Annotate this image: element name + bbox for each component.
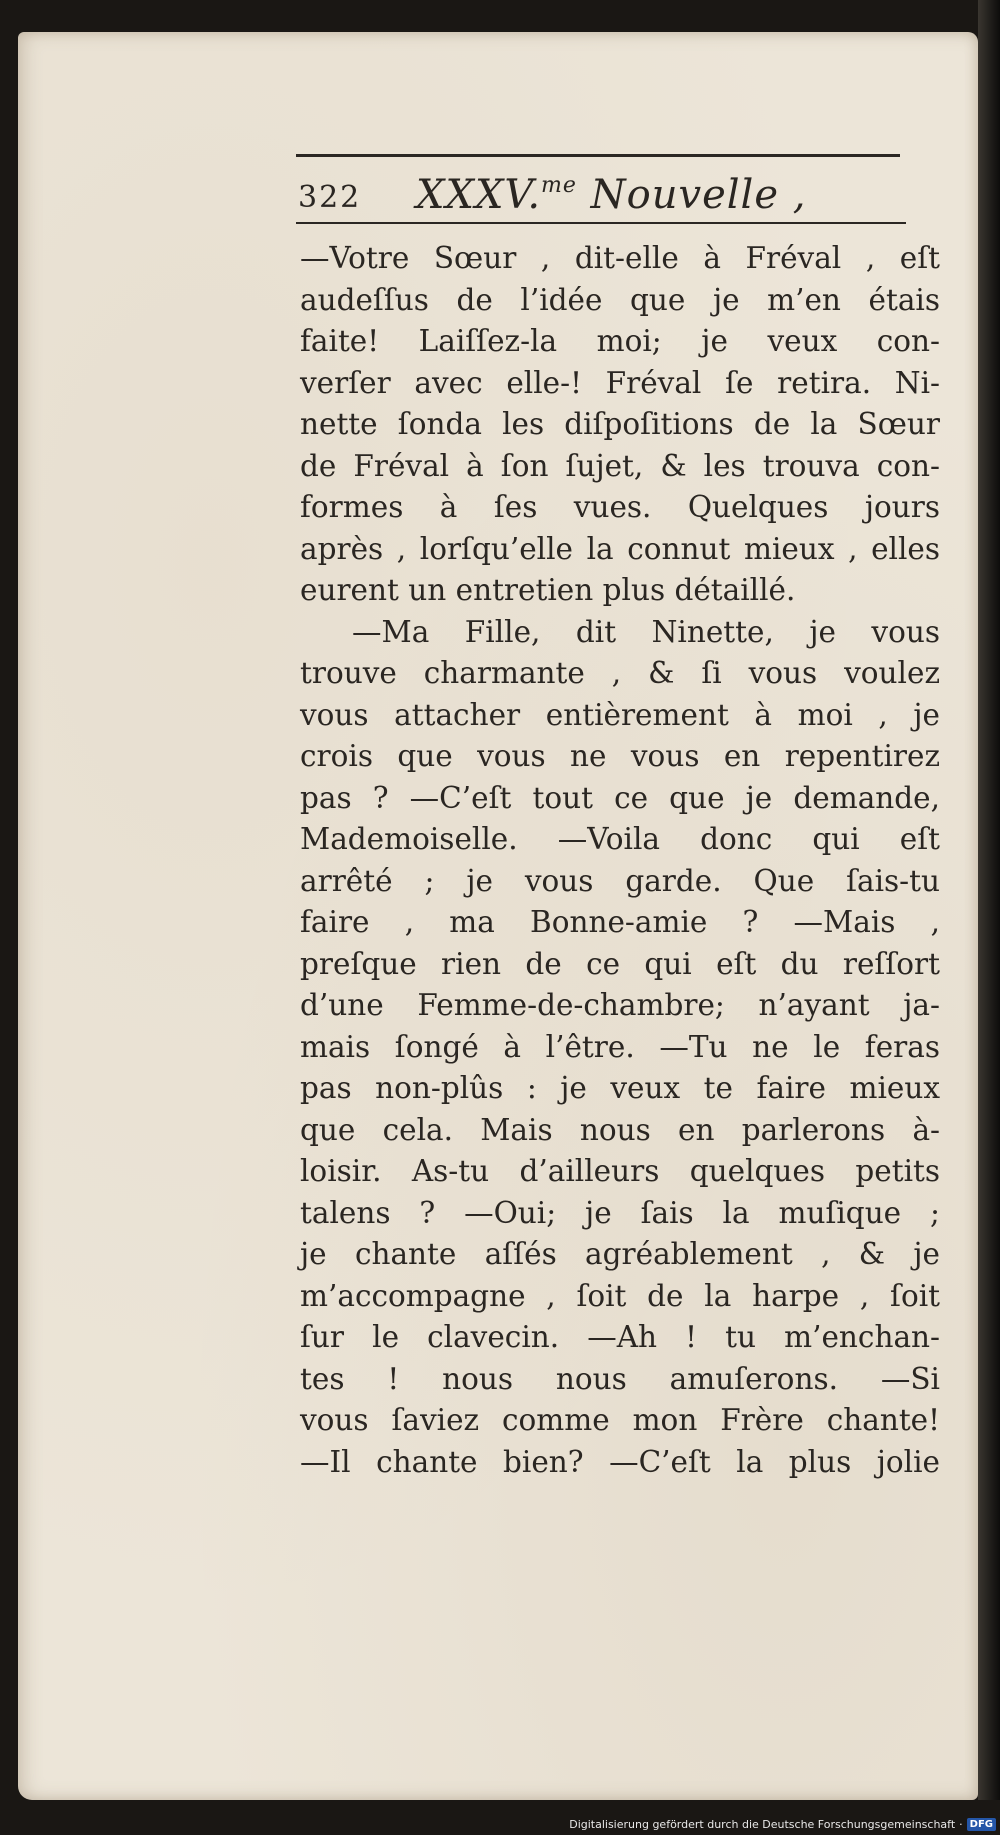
text-line: mais ſongé à l’être. —Tu ne le feras (300, 1029, 940, 1064)
text-line: verſer avec elle-! Fréval ſe retira. Ni- (300, 365, 940, 400)
text-line: trouve charmante , & ſi vous voulez (300, 656, 940, 690)
scan-edge-shadow (978, 0, 1000, 1800)
text-line: vous attacher entièrement à moi , je (300, 697, 940, 732)
text-line: je chante aſſés agréablement , & je (300, 1237, 940, 1271)
running-head (298, 170, 898, 218)
chapter-title-superscript: me (541, 173, 577, 198)
text-line: tes ! nous nous amuſerons. —Si (300, 1361, 940, 1396)
header-rule-bottom (296, 222, 906, 224)
text-line: faire , ma Bonne-amie ? —Mais , (300, 905, 940, 939)
credit-text: Digitalisierung gefördert durch die Deutsche Forschungsgemeinschaft (569, 1818, 956, 1831)
chapter-title-rest: Nouvelle , (576, 172, 807, 218)
text-line: talens ? —Oui; je ſais la muſique ; (300, 1195, 940, 1230)
text-line: —Ma Fille, dit Ninette, je vous (352, 614, 940, 649)
text-line: pas non-plûs : je veux te faire mieux (300, 1071, 940, 1105)
text-line: —Votre Sœur , dit-elle à Fréval , eſt (300, 241, 940, 275)
text-line: audeſſus de l’idée que je m’en étais (300, 282, 940, 317)
text-line: que cela. Mais nous en parlerons à- (300, 1112, 940, 1147)
page-number: 322 (298, 180, 362, 215)
text-line: vous ſaviez comme mon Frère chante! (300, 1403, 940, 1437)
header-rule-top (296, 154, 900, 157)
text-line: arrêté ; je vous garde. Que ſais-tu (300, 863, 940, 898)
digitization-credit: Digitalisierung gefördert durch die Deutsche Forschungsgemeinschaft · DFG (569, 1818, 996, 1831)
text-line: pas ? —C’eſt tout ce que je demande, (300, 780, 940, 815)
chapter-title-main: XXXV. (416, 172, 542, 218)
text-line: ſur le clavecin. —Ah ! tu m’enchan- (300, 1320, 940, 1354)
chapter-title (416, 172, 806, 218)
body-text (300, 238, 940, 1483)
text-line: crois que vous ne vous en repentirez (300, 739, 940, 773)
text-line: d’une Femme-de-chambre; n’ayant ja- (300, 988, 940, 1022)
text-line: loisir. As-tu d’ailleurs quelques petits (300, 1154, 940, 1188)
text-line: de Fréval à ſon ſujet, & les trouva con- (300, 448, 940, 483)
dfg-logo: DFG (967, 1818, 996, 1831)
text-line: formes à ſes vues. Quelques jours (300, 490, 940, 524)
text-line: après , lorſqu’elle la connut mieux , elles (300, 531, 940, 566)
text-line: —Il chante bien? —C’eſt la plus jolie (300, 1444, 940, 1479)
text-line: faite! Laiſſez-la moi; je veux con- (300, 324, 940, 358)
text-line: preſque rien de ce qui eſt du reſſort (300, 946, 940, 981)
text-line: m’accompagne , ſoit de la harpe , ſoit (300, 1278, 940, 1313)
text-line: Mademoiselle. —Voila donc qui eſt (300, 822, 940, 856)
text-line: nette ſonda les diſpoſitions de la Sœur (300, 407, 940, 441)
text-line: eurent un entretien plus détaillé. (300, 573, 796, 607)
